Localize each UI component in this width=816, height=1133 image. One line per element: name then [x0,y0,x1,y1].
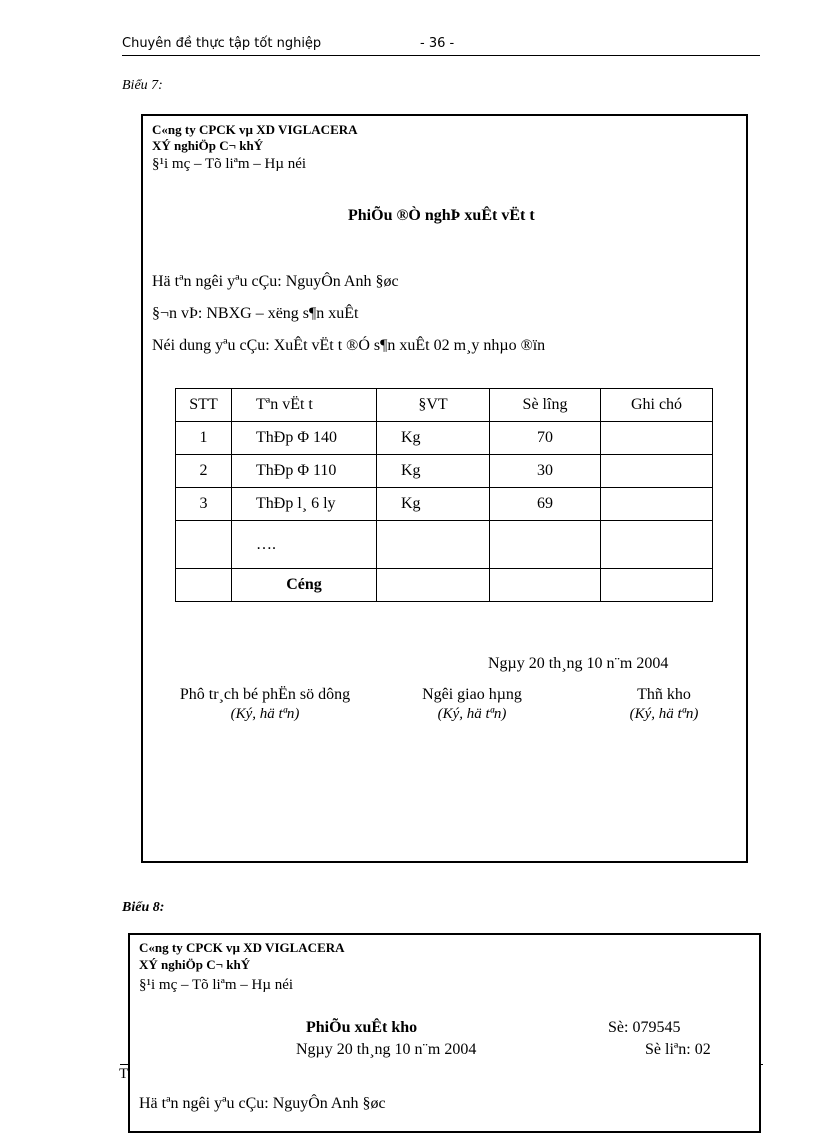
materials-table [175,388,713,602]
signature-note: (Ký, hä tªn) [629,706,699,722]
company-address: §¹i mç – Tõ liªm – Hµ néi [139,977,294,993]
cell-name: ThÐp l¸ 6 ly [232,488,377,521]
signature-block-storekeeper [600,686,728,723]
cell-quantity: 69 [490,488,601,521]
cell-stt: 2 [176,455,232,488]
signature-role: Phô tr¸ch bé phËn sö dông [179,686,351,703]
caption-bieu-7: Biểu 7: [122,78,163,93]
cell-unit: Kg [377,488,490,521]
header-note: Ghi chó [601,389,713,422]
form-date: Ngµy 20 th¸ng 10 n¨m 2004 [488,655,669,672]
cell-name: …. [232,521,377,569]
cell-stt: 3 [176,488,232,521]
cell-unit: Kg [377,422,490,455]
signature-note: (Ký, hä tªn) [230,706,300,722]
page-number: - 36 - [420,36,455,51]
cell-quantity: 70 [490,422,601,455]
cell-note [601,521,713,569]
page-header-title: Chuyên đề thực tập tốt nghiệp [122,36,322,51]
form-title: PhiÕu ®Ò nghÞ xuÊt vËt t [348,207,535,224]
cell-name: ThÐp Φ 140 [232,422,377,455]
voucher-number: Sè: 079545 [608,1019,681,1036]
table-row [176,521,713,569]
table-header-row [176,389,713,422]
cell-stt: 1 [176,422,232,455]
table-total-row [176,569,713,602]
footer-rule-right [761,1064,763,1065]
table-row [176,488,713,521]
cell-quantity: 30 [490,455,601,488]
unit-line: §¬n vÞ: NBXG – xëng s¶n xuÊt [152,305,359,322]
signature-note: (Ký, hä tªn) [437,706,507,722]
signature-role: Ngêi giao hµng [422,686,522,703]
requester-line: Hä tªn ngêi yªu cÇu: NguyÔn Anh §øc [152,273,399,290]
cell-note [601,422,713,455]
company-name: C«ng ty CPCK vµ XD VIGLACERA [152,122,358,137]
cell-name: ThÐp Φ 110 [232,455,377,488]
cell-note [601,488,713,521]
cell-quantity [490,521,601,569]
cell-unit [377,521,490,569]
company-name: C«ng ty CPCK vµ XD VIGLACERA [139,940,345,955]
total-label: Céng [232,569,377,602]
form-date: Ngµy 20 th¸ng 10 n¨m 2004 [296,1041,477,1058]
footer-fragment: T [119,1066,129,1082]
header-name: Tªn vËt t [232,389,377,422]
cell-unit: Kg [377,455,490,488]
caption-bieu-8: Biểu 8: [122,900,165,915]
table-row [176,455,713,488]
company-address: §¹i mç – Tõ liªm – Hµ néi [152,156,307,172]
signature-role: Thñ kho [637,686,691,703]
header-unit: §VT [377,389,490,422]
table-row [176,422,713,455]
form-title: PhiÕu xuÊt kho [306,1019,418,1036]
signature-block-department [150,686,380,723]
cell-note [601,455,713,488]
header-quantity: Sè lîng [490,389,601,422]
header-stt: STT [176,389,232,422]
signature-block-deliverer [392,686,552,723]
company-division: XÝ nghiÖp C¬ khÝ [152,138,264,153]
content-line: Néi dung yªu cÇu: XuÊt vËt t ®Ó s¶n xuÊt 02 m¸y nhµo ®ïn [152,337,546,354]
company-division: XÝ nghiÖp C¬ khÝ [139,957,251,972]
footer-rule-left [120,1064,128,1065]
cell-stt [176,521,232,569]
copy-number: Sè liªn: 02 [645,1041,711,1058]
requester-line: Hä tªn ngêi yªu cÇu: NguyÔn Anh §øc [139,1095,386,1112]
header-rule [122,55,760,56]
